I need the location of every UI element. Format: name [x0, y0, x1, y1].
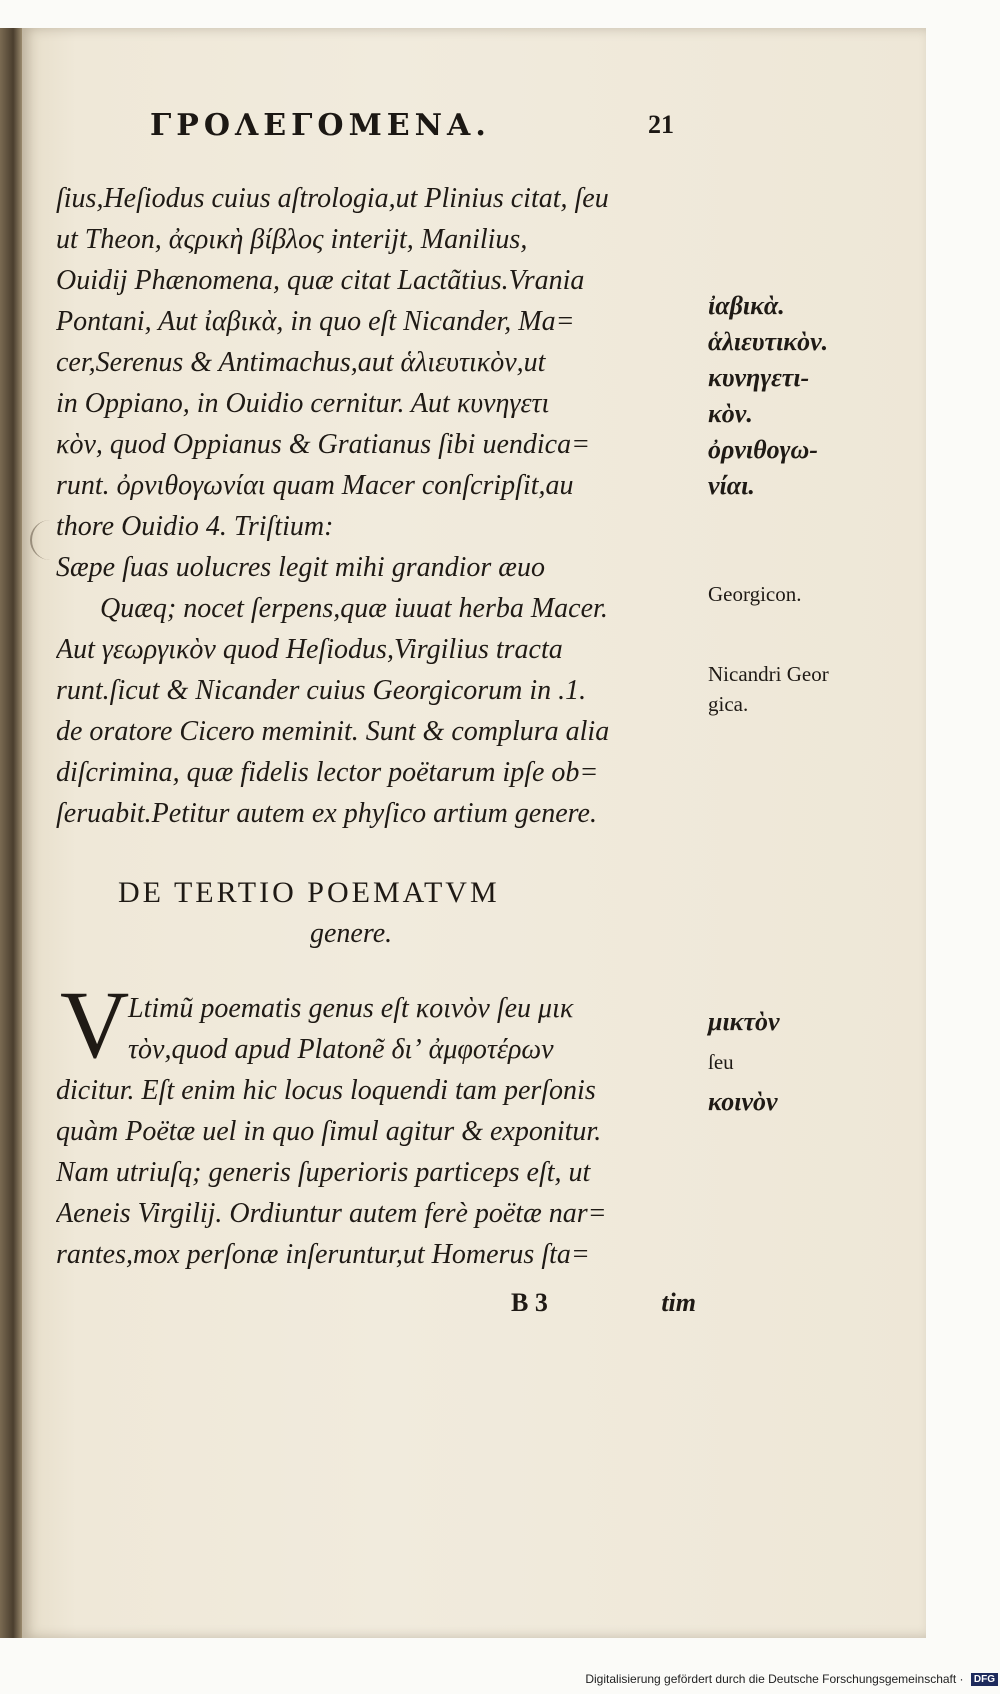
text-block-upper	[56, 178, 696, 834]
dfg-logo: DFG	[971, 1673, 998, 1686]
margin-note: ἁλιευτικὸν.	[708, 327, 829, 356]
signature-mark: B 3	[511, 1288, 548, 1317]
margin-notes-lower	[708, 1002, 858, 1122]
folio-number: 21	[648, 110, 674, 139]
text-line: thore Ouidio 4. Triſtium:	[56, 511, 334, 542]
text-line: Aut γεωργικὸν quod Heſiodus,Virgilius tracta	[56, 634, 563, 665]
text-line: runt.ſicut & Nicander cuius Georgicorum in .1.	[56, 675, 587, 706]
margin-note: κὸν.	[708, 399, 753, 428]
text-line: Ouidij Phænomena, quæ citat Lactãtius.Vrania	[56, 265, 585, 296]
margin-note: μικτὸν	[708, 1007, 780, 1036]
text-line: Ltimũ poematis genus eſt κοινὸν ſeu μικ	[128, 993, 574, 1024]
text-line: cer,Serenus & Antimachus,aut ἁλιευτικὸν,ut	[56, 347, 546, 378]
margin-note: ἰαβικὰ.	[708, 291, 785, 320]
verse-line: Quæq; nocet ſerpens,quæ iuuat herba Macer.	[100, 593, 608, 624]
credit-text: Digitalisierung gefördert durch die Deutsche Forschungsgemeinschaft	[585, 1672, 957, 1686]
text-line: diſcrimina, quæ fidelis lector poëtarum ipſe ob=	[56, 757, 599, 788]
catchword: tim	[661, 1288, 696, 1317]
text-line: Pontani, Aut ἰαβικὰ, in quo eſt Nicander, Ma=	[56, 306, 575, 337]
margin-notes-upper	[708, 288, 858, 504]
text-line: κὸν, quod Oppianus & Gratianus ſibi uendica=	[56, 429, 590, 460]
text-line: de oratore Cicero meminit. Sunt & complura alia	[56, 716, 610, 747]
text-line: rantes,mox perſonæ inſeruntur,ut Homerus ſta=	[56, 1239, 590, 1270]
margin-note: ſeu	[708, 1050, 734, 1074]
text-line: in Oppiano, in Ouidio cernitur. Aut κυνηγετι	[56, 388, 550, 419]
text-line: runt. ὀρνιθογωνίαι quam Macer conſcripſit,au	[56, 470, 574, 501]
drop-cap-letter: V	[60, 971, 130, 1078]
margin-note-nicandri: Nicandri Geor	[708, 662, 829, 686]
text-line: ſius,Heſiodus cuius aſtrologia,ut Plinius citat, ſeu	[56, 183, 609, 214]
verse-line: Sæpe ſuas uolucres legit mihi grandior æuo	[56, 552, 545, 583]
text-line: Aeneis Virgilij. Ordiuntur autem ferè poëtæ nar=	[56, 1198, 607, 1229]
margin-note-gica: gica.	[708, 692, 749, 716]
page-foot-row	[56, 1288, 696, 1328]
text-line: ut Theon, ἀςρικὴ βίβλος interijt, Manilius,	[56, 224, 528, 255]
digitization-credit: Digitalisierung gefördert durch die Deutsche Forschungsgemeinschaft · DFG	[0, 1672, 998, 1694]
text-line: Nam utriuſq; generis ſuperioris particeps eſt, ut	[56, 1157, 591, 1188]
book-binding-edge	[0, 28, 22, 1638]
text-line: τὸν,quod apud Platonẽ διʼ ἀμφοτέρων	[128, 1034, 554, 1065]
text-line: ſeruabit.Petitur autem ex phyſico artium genere.	[56, 798, 597, 829]
text-line: dicitur. Eſt enim hic locus loquendi tam perſonis	[56, 1075, 596, 1106]
margin-note-georgicon: Georgicon.	[708, 582, 802, 606]
margin-note: κυνηγετι-	[708, 363, 810, 392]
section-subheading: genere.	[310, 918, 393, 949]
text-block-lower	[56, 988, 696, 1275]
margin-note: νίαι.	[708, 471, 755, 500]
section-heading: DE TERTIO POEMATVM	[118, 876, 500, 909]
running-head: ΓΡΟΛΕΓΟΜΕΝΑ.	[150, 108, 491, 143]
margin-note: κοινὸν	[708, 1087, 778, 1116]
margin-note: ὀρνιθογω-	[708, 435, 818, 464]
text-line: quàm Poëtæ uel in quo ſimul agitur & exponitur.	[56, 1116, 602, 1147]
